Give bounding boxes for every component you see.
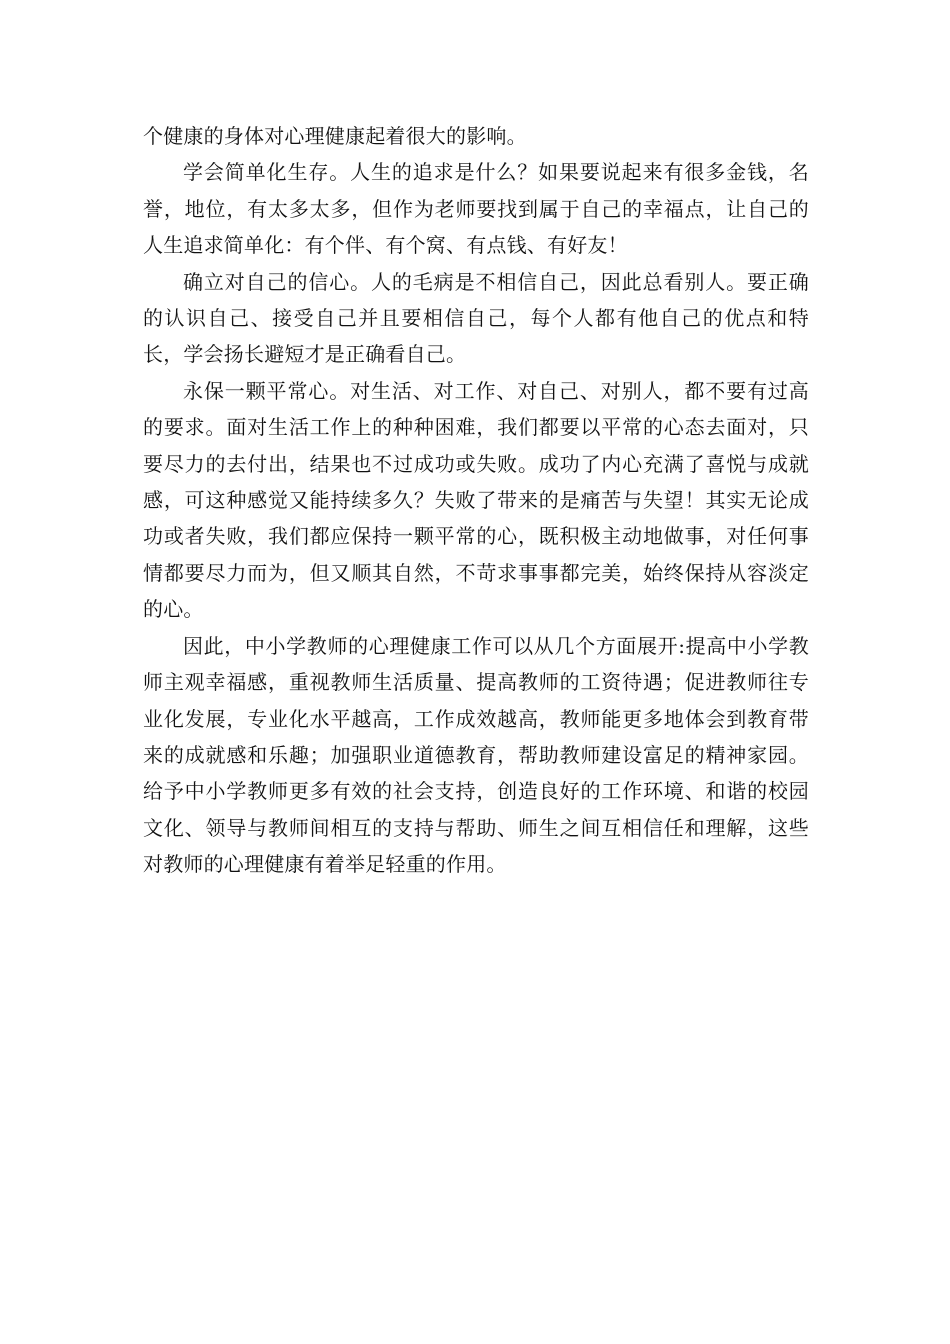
- document-body: [143, 118, 809, 883]
- paragraph-continuation: 个健康的身体对心理健康起着很大的影响。: [143, 124, 527, 148]
- paragraph-self-confidence: 确立对自己的信心。人的毛病是不相信自己，因此总看别人。要正确的认识自己、接受自己并且要相信自己，每个人都有他自己的优点和特长，学会扬长避短才是正确看自己。: [143, 269, 809, 367]
- paragraph-conclusion: 因此，中小学教师的心理健康工作可以从几个方面展开:提高中小学教师主观幸福感，重视教师生活质量、提高教师的工资待遇；促进教师往专业化发展，专业化水平越高，工作成效越高，教师能更多地体会到教育带来的成就感和乐趣；加强职业道德教育，帮助教师建设富足的精神家园。给予中小学教师更多有效的社会支持，创造良好的工作环境、和谐的校园文化、领导与教师间相互的支持与帮助、师生之间互相信任和理解，这些对教师的心理健康有着举足轻重的作用。: [143, 633, 809, 877]
- paragraph-ordinary-mind: 永保一颗平常心。对生活、对工作、对自己、对别人，都不要有过高的要求。面对生活工作上的种种困难，我们都要以平常的心态去面对，只要尽力的去付出，结果也不过成功或失败。成功了内心充满了喜悦与成就感，可这种感觉又能持续多久？失败了带来的是痛苦与失望！其实无论成功或者失败，我们都应保持一颗平常的心，既积极主动地做事，对任何事情都要尽力而为，但又顺其自然，不苛求事事都完美，始终保持从容淡定的心。: [143, 378, 809, 622]
- paragraph-simplify-living: 学会简单化生存。人生的追求是什么？如果要说起来有很多金钱，名誉，地位，有太多太多，但作为老师要找到属于自己的幸福点，让自己的人生追求简单化：有个伴、有个窝、有点钱、有好友！: [143, 160, 809, 258]
